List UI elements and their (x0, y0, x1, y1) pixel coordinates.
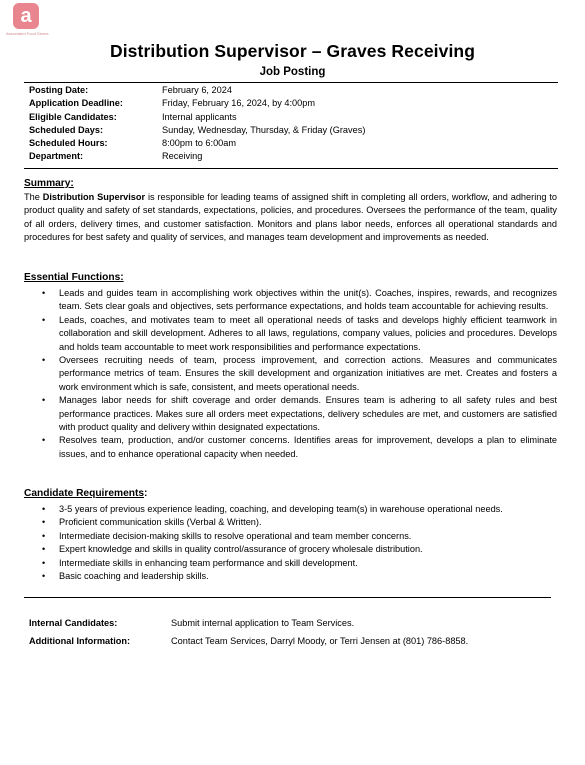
detail-row (29, 150, 365, 163)
detail-value: Friday, February 16, 2024, by 4:00pm (162, 98, 316, 109)
summary-heading: Summary: (24, 178, 74, 189)
page-subtitle: Job Posting (259, 66, 326, 78)
detail-label: Eligible Candidates: (29, 111, 117, 122)
essential-functions-list (42, 287, 557, 461)
candidate-requirements-heading (24, 488, 147, 499)
detail-row (29, 84, 365, 97)
list-item: • Oversees recruiting needs of team, process improvement, and correction actions. Measures and communicates performance metrics of team. Ensures the skill development and organization initiatives are met. Creates and fosters a work environment which is safe, consistent, and meets operational needs. (42, 354, 557, 394)
detail-label: Application Deadline: (29, 98, 123, 109)
footer-label: Additional Information: (29, 635, 131, 646)
candidate-requirements-label: Candidate Requirements (24, 488, 145, 499)
divider-footer (24, 597, 551, 598)
divider-details (24, 168, 558, 169)
footer-value: Submit internal application to Team Services. (171, 618, 355, 628)
detail-label: Posting Date: (29, 85, 89, 95)
detail-row (29, 137, 365, 150)
footer-label: Internal Candidates: (29, 618, 118, 628)
summary-text (24, 191, 557, 245)
detail-value: Internal applicants (162, 111, 237, 122)
list-item: • Basic coaching and leadership skills. (42, 570, 557, 583)
list-item: • Intermediate skills in enhancing team performance and skill development. (42, 557, 557, 570)
list-item: • Intermediate decision-making skills to resolve operational and team member concerns. (42, 530, 557, 543)
candidate-requirements-list (42, 503, 557, 583)
summary-lead: The (24, 192, 43, 202)
footer-value: Contact Team Services, Darryl Moody, or Terri Jensen at (801) 786-8858. (171, 635, 469, 646)
logo-caption: Associated Food Stores (6, 31, 49, 36)
essential-functions-heading: Essential Functions: (24, 272, 124, 283)
detail-value: Receiving (162, 151, 203, 162)
list-item: • 3-5 years of previous experience leading, coaching, and developing team(s) in warehouse operational needs. (42, 503, 557, 516)
list-item: • Resolves team, production, and/or customer concerns. Identifies areas for improvement, develops a plan to eliminate issues, and to enhance operational capacity when needed. (42, 434, 557, 461)
detail-label: Scheduled Hours: (29, 138, 108, 149)
detail-value: 8:00pm to 6:00am (162, 138, 237, 149)
detail-label: Department: (29, 151, 84, 162)
page-title: Distribution Supervisor – Graves Receiving (109, 41, 475, 61)
candidate-requirements-colon: : (144, 488, 148, 499)
logo-mark (13, 3, 39, 29)
list-item: • Proficient communication skills (Verbal & Written). (42, 516, 557, 529)
summary-role: Distribution Supervisor (42, 192, 146, 202)
logo-letter: a (20, 5, 32, 27)
list-item: • Expert knowledge and skills in quality control/assurance of grocery wholesale distribution. (42, 543, 557, 556)
detail-row (29, 124, 365, 137)
footer-row (29, 615, 468, 633)
company-logo (6, 3, 72, 37)
list-item: • Leads, coaches, and motivates team to meet all operational needs of tasks and develops highly efficient teamwork in collaboration and skill development. Adheres to all laws, regulations, company values, policies and procedures. Develops and holds team accountable to meet work responsibilities and performance expectations. (42, 314, 557, 354)
list-item: • Manages labor needs for shift coverage and order demands. Ensures team is adhering to all safety rules and best performance practices. Makes sure all orders meet expectations, delivery schedules are met, and customers are satisfied with product quality and delivery within designated expectations. (42, 394, 557, 434)
detail-row (29, 97, 365, 110)
divider-top (24, 82, 558, 83)
list-item: • Leads and guides team in accomplishing work objectives within the unit(s). Coaches, inspires, rewards, and recognizes team. Sets clear goals and objectives, sets performance expectations, and holds team accountable for achieving results. (42, 287, 557, 314)
summary-body: is responsible for leading teams of assigned shift in completing all orders, workflow, and adhering to product quality and safety of set standards, expectations, policies, and procedures. Oversees the performance of the team, quality of all orders, delivery times, and customer satisfaction. Monitors and plans labor needs, enforces all operational standards and procedures for best safety and quality of services, and manages team development and improvements as needed. (24, 192, 557, 243)
footer-info (29, 615, 468, 650)
footer-row (29, 633, 468, 651)
detail-value: February 6, 2024 (162, 85, 232, 95)
detail-row (29, 111, 365, 124)
detail-label: Scheduled Days: (29, 124, 104, 135)
posting-details (29, 84, 365, 164)
detail-value: Sunday, Wednesday, Thursday, & Friday (Graves) (162, 124, 366, 135)
